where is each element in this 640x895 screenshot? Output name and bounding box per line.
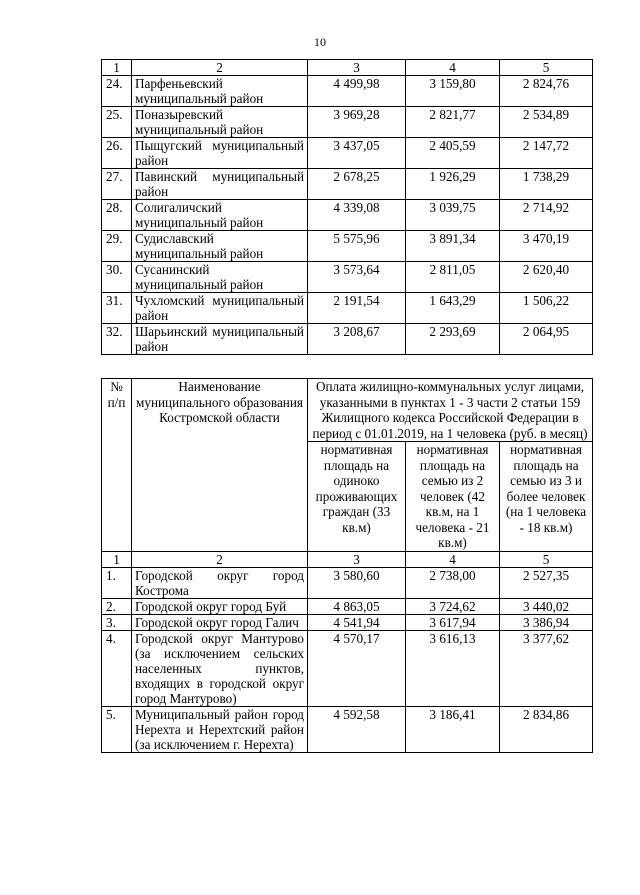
col-1: 1 [102,60,132,76]
row-number: 32. [102,324,132,355]
district-name: Городской округ город Галич [132,614,308,630]
value-three: 2 714,92 [500,200,593,231]
header-name: Наименование муниципального образования Костромской области [132,379,308,552]
value-single: 2 678,25 [308,169,406,200]
value-single: 3 580,60 [308,567,406,598]
value-three: 1 506,22 [500,293,593,324]
value-three: 2 824,76 [500,76,593,107]
row-number: 2. [102,598,132,614]
value-two: 1 926,29 [406,169,500,200]
table-row [102,76,593,107]
table-row [102,614,593,630]
col-2: 2 [132,551,308,567]
table-row [102,169,593,200]
table-header-row [102,379,593,442]
row-number: 24. [102,76,132,107]
district-name: Шарьинский муниципальный район [132,324,308,355]
value-two: 2 811,05 [406,262,500,293]
value-single: 4 541,94 [308,614,406,630]
value-single: 3 573,64 [308,262,406,293]
subheader-two: нормативная площадь на семью из 2 человек (42 кв.м, на 1 человека - 21 кв.м) [406,442,500,552]
district-name: Муниципальный район город Нерехта и Нерехтский район (за исключением г. Нерехта) [132,706,308,752]
row-number: 31. [102,293,132,324]
table-row [102,567,593,598]
district-name: Судиславский муниципальный район [132,231,308,262]
value-three: 3 470,19 [500,231,593,262]
district-name: Солигаличский муниципальный район [132,200,308,231]
value-two: 1 643,29 [406,293,500,324]
value-two: 2 738,00 [406,567,500,598]
district-name: Сусанинский муниципальный район [132,262,308,293]
table-row [102,706,593,752]
row-number: 26. [102,138,132,169]
district-name: Павинский муниципальный район [132,169,308,200]
value-single: 3 437,05 [308,138,406,169]
table-row [102,107,593,138]
table-row [102,262,593,293]
value-single: 4 863,05 [308,598,406,614]
table-number-row [102,551,593,567]
value-three: 2 064,95 [500,324,593,355]
subheader-single: нормативная площадь на одиноко проживающих граждан (33 кв.м) [308,442,406,552]
table-continuation [101,59,593,355]
district-name: Пыщугский муниципальный район [132,138,308,169]
col-5: 5 [500,551,593,567]
value-single: 2 191,54 [308,293,406,324]
value-single: 5 575,96 [308,231,406,262]
value-single: 3 969,28 [308,107,406,138]
value-two: 3 186,41 [406,706,500,752]
value-single: 4 339,08 [308,200,406,231]
value-two: 3 617,94 [406,614,500,630]
value-three: 3 386,94 [500,614,593,630]
subheader-three: нормативная площадь на семью из 3 и более человек (на 1 человека - 18 кв.м) [500,442,593,552]
district-name: Поназыревский муниципальный район [132,107,308,138]
value-two: 3 616,13 [406,630,500,706]
col-3: 3 [308,60,406,76]
value-single: 4 499,98 [308,76,406,107]
col-2: 2 [132,60,308,76]
value-two: 2 821,77 [406,107,500,138]
col-5: 5 [500,60,593,76]
value-three: 2 527,35 [500,567,593,598]
district-name: Городской округ город Кострома [132,567,308,598]
value-three: 1 738,29 [500,169,593,200]
row-number: 29. [102,231,132,262]
page-number: 10 [314,35,326,49]
row-number: 4. [102,630,132,706]
district-name: Городской округ город Буй [132,598,308,614]
value-single: 4 592,58 [308,706,406,752]
value-two: 3 891,34 [406,231,500,262]
table-row [102,231,593,262]
row-number: 5. [102,706,132,752]
row-number: 28. [102,200,132,231]
district-name: Парфеньевский муниципальный район [132,76,308,107]
value-three: 2 534,89 [500,107,593,138]
table-payments [101,378,593,753]
value-three: 2 834,86 [500,706,593,752]
value-two: 3 039,75 [406,200,500,231]
value-three: 3 440,02 [500,598,593,614]
row-number: 3. [102,614,132,630]
table-row [102,293,593,324]
value-two: 3 724,62 [406,598,500,614]
value-three: 3 377,62 [500,630,593,706]
table-row [102,630,593,706]
header-payment: Оплата жилищно-коммунальных услуг лицами, указанными в пунктах 1 - 3 части 2 статьи 159 Жилищного кодекса Российской Федерации в период с 01.01.2019, на 1 человека (руб. в месяц) [308,379,593,442]
table-row [102,200,593,231]
row-number: 1. [102,567,132,598]
district-name: Городской округ Мантурово (за исключением сельских населенных пунктов, входящих в городской округ город Мантурово) [132,630,308,706]
row-number: 27. [102,169,132,200]
value-two: 3 159,80 [406,76,500,107]
value-single: 3 208,67 [308,324,406,355]
table-row [102,598,593,614]
table-row [102,138,593,169]
value-two: 2 405,59 [406,138,500,169]
value-three: 2 147,72 [500,138,593,169]
value-single: 4 570,17 [308,630,406,706]
value-two: 2 293,69 [406,324,500,355]
value-three: 2 620,40 [500,262,593,293]
table-header-row [102,60,593,76]
row-number: 30. [102,262,132,293]
table-row [102,324,593,355]
row-number: 25. [102,107,132,138]
header-num: № п/п [102,379,132,552]
district-name: Чухломский муниципальный район [132,293,308,324]
col-4: 4 [406,551,500,567]
col-4: 4 [406,60,500,76]
col-3: 3 [308,551,406,567]
col-1: 1 [102,551,132,567]
